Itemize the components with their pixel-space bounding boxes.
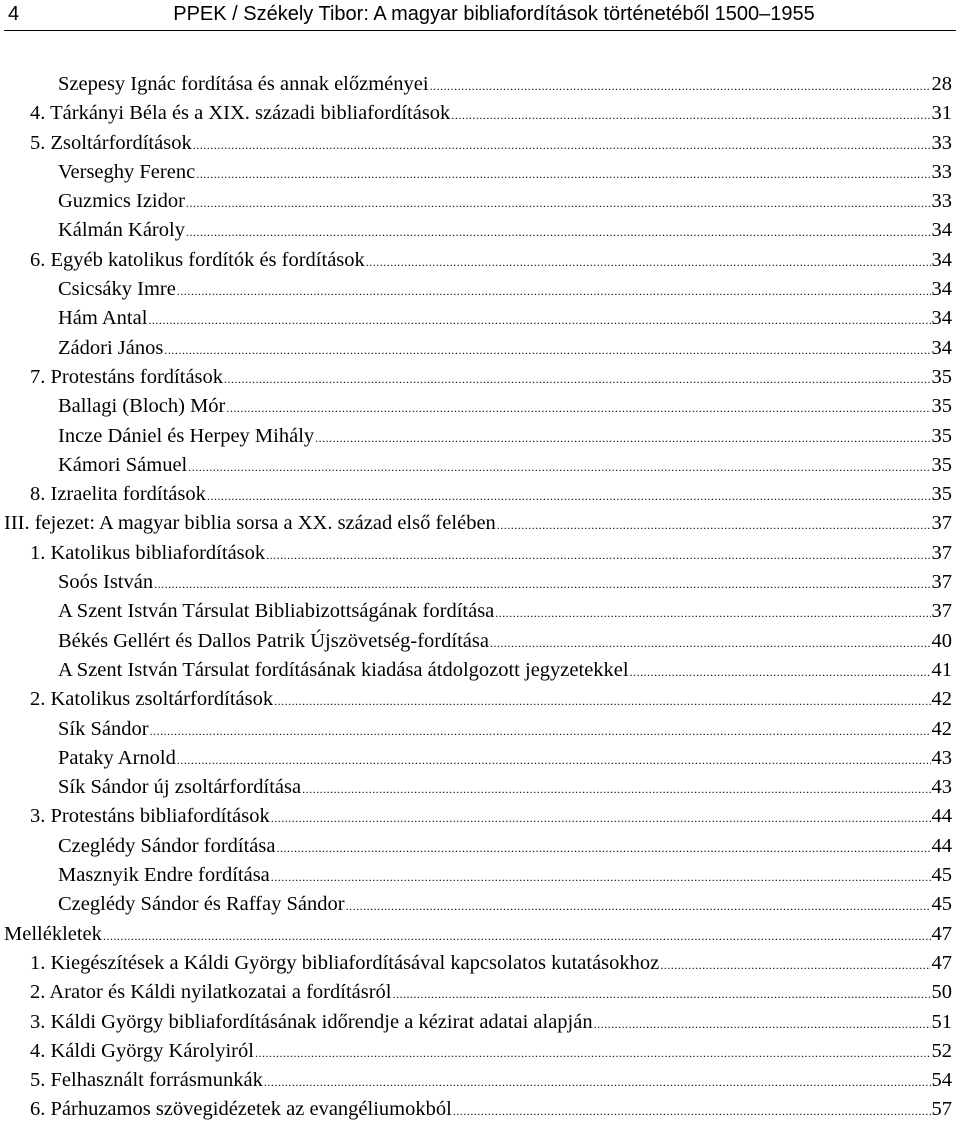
toc-entry-title: Soós István [58,571,154,594]
dot-leader [366,248,931,277]
dot-leader [490,629,931,658]
toc-entry-page: 33 [931,131,952,154]
toc-entry-title: Szepesy Ignác fordítása és annak előzményei [58,73,429,95]
dot-leader [226,394,930,423]
toc-entry-page: 33 [931,160,952,183]
toc-entry-title: 3. Káldi György bibliafordításának időrendje a kézirat adatai alapján [30,1010,593,1033]
dot-leader [148,306,930,335]
toc-entry-page: 37 [931,512,952,535]
toc-entry-page: 37 [931,541,952,564]
dot-leader [271,863,931,892]
dot-leader [193,131,931,160]
running-header [4,0,956,31]
toc-entry-title: Mellékletek [4,922,102,945]
toc-entry[interactable] [4,451,952,480]
toc-entry-page: 42 [931,688,952,711]
dot-leader [264,1068,931,1097]
dot-leader [274,687,930,716]
running-title: PPEK / Székely Tibor: A magyar bibliafordítások történetéből 1500–1955 [173,3,815,25]
toc-entry[interactable] [4,656,952,685]
dot-leader [271,804,931,833]
toc-entry-title: 6. Egyéb katolikus fordítók és fordítások [30,248,365,271]
toc-entry-page: 54 [931,1069,952,1092]
toc-entry[interactable] [4,363,952,392]
toc-entry[interactable] [4,99,952,128]
toc-entry-title: 4. Káldi György Károlyiról [30,1039,254,1062]
toc-entry-page: 28 [931,73,952,95]
toc-entry-title: Masznyik Endre fordítása [58,864,270,887]
toc-entry[interactable] [4,392,952,421]
toc-entry[interactable] [4,275,952,304]
toc-entry-title: 2. Arator és Káldi nyilatkozatai a fordításról [30,981,392,1004]
toc-entry[interactable] [4,715,952,744]
dot-leader [154,570,930,599]
toc-entry-title: Incze Dániel és Herpey Mihály [58,424,315,447]
toc-entry-page: 35 [931,365,952,388]
dot-leader [497,511,931,540]
toc-entry-title: Békés Gellért és Dallos Patrik Újszövetség-fordítása [58,629,489,652]
toc-entry-page: 45 [931,893,952,916]
toc-entry[interactable] [4,539,952,568]
dot-leader [392,980,930,1009]
toc-entry-title: 5. Zsoltárfordítások [30,131,192,154]
dot-leader [188,453,930,482]
toc-entry-title: Ballagi (Bloch) Mór [58,395,226,418]
toc-entry[interactable] [4,334,952,363]
dot-leader [302,775,930,804]
toc-entry-page: 41 [931,658,952,681]
dot-leader [103,922,931,951]
toc-entry[interactable] [4,802,952,831]
dot-leader [594,1010,931,1039]
toc-entry-title: 8. Izraelita fordítások [30,483,206,506]
toc-entry[interactable] [4,1095,952,1124]
toc-entry-title: Sík Sándor [58,717,149,740]
toc-entry-page: 34 [931,219,952,242]
dot-leader [495,599,930,628]
toc-entry-page: 40 [931,629,952,652]
toc-entry-page: 45 [931,864,952,887]
toc-entry-page: 43 [931,776,952,799]
dot-leader [255,1039,931,1068]
toc-entry[interactable] [4,509,952,538]
dot-leader [315,424,930,453]
toc-entry[interactable] [4,949,952,978]
dot-leader [660,951,930,980]
dot-leader [346,892,931,921]
toc-entry[interactable] [4,832,952,861]
toc-entry-title: III. fejezet: A magyar biblia sorsa a XX. század első felében [4,512,496,535]
toc-entry[interactable] [4,861,952,890]
toc-entry[interactable] [4,978,952,1007]
toc-entry[interactable] [4,1037,952,1066]
dot-leader [164,336,930,365]
toc-entry[interactable] [4,304,952,333]
toc-entry-title: Kálmán Károly [58,219,185,242]
toc-entry-title: 5. Felhasznált forrásmunkák [30,1069,263,1092]
toc-entry-page: 34 [931,336,952,359]
toc-entry-title: Csicsáky Imre [58,278,176,301]
dot-leader [453,1097,931,1126]
toc-entry-title: 2. Katolikus zsoltárfordítások [30,688,274,711]
toc-entry-page: 42 [931,717,952,740]
dot-leader [276,834,930,863]
toc-entry-title: A Szent István Társulat fordításának kiadása átdolgozott jegyzetekkel [58,658,629,681]
toc-entry-page: 50 [931,981,952,1004]
toc-entry-page: 34 [931,248,952,271]
toc-entry-title: 4. Tárkányi Béla és a XIX. századi bibliafordítások [30,102,451,125]
toc-entry-page: 47 [931,951,952,974]
page-number: 4 [8,3,20,25]
toc-entry-page: 34 [931,278,952,301]
dot-leader [207,482,931,511]
toc-entry[interactable] [4,129,952,158]
toc-entry-page: 44 [931,805,952,828]
toc-entry-title: Verseghy Ferenc [58,160,196,183]
toc-entry-title: Pataky Arnold [58,746,176,769]
toc-entry[interactable] [4,158,952,187]
toc-entry[interactable] [4,627,952,656]
toc-entry-title: 1. Kiegészítések a Káldi György bibliafordításával kapcsolatos kutatásokhoz [30,951,660,974]
toc-entry[interactable] [4,890,952,919]
toc-entry[interactable] [4,187,952,216]
toc-entry-page: 37 [931,571,952,594]
toc-entry-title: 1. Katolikus bibliafordítások [30,541,266,564]
toc-entry-title: Guzmics Izidor [58,190,185,213]
toc-entry-page: 47 [931,922,952,945]
toc-entry-page: 52 [931,1039,952,1062]
dot-leader [451,101,930,130]
toc-entry-title: Hám Antal [58,307,148,330]
toc-entry-page: 43 [931,746,952,769]
dot-leader [186,189,931,218]
toc-entry-title: Sík Sándor új zsoltárfordítása [58,776,302,799]
toc-entry[interactable] [4,1066,952,1095]
toc-entry[interactable] [4,70,952,99]
dot-leader [186,218,931,247]
toc-entry-page: 44 [931,834,952,857]
dot-leader [630,658,931,687]
toc-entry[interactable] [4,422,952,451]
toc-entry-title: A Szent István Társulat Bibliabizottságának fordítása [58,600,495,623]
toc-entry[interactable] [4,744,952,773]
dot-leader [224,365,930,394]
toc-entry-page: 35 [931,395,952,418]
toc-entry-title: 7. Protestáns fordítások [30,365,224,388]
toc-entry-page: 51 [931,1010,952,1033]
toc-entry-page: 35 [931,453,952,476]
toc-entry-page: 34 [931,307,952,330]
dot-leader [177,277,931,306]
toc-entry-page: 57 [931,1098,952,1121]
toc-entry[interactable] [4,597,952,626]
toc-entry[interactable] [4,773,952,802]
toc-entry-title: Kámori Sámuel [58,453,188,476]
toc-entry-page: 37 [931,600,952,623]
table-of-contents [4,70,952,1125]
toc-entry[interactable] [4,480,952,509]
toc-entry[interactable] [4,685,952,714]
toc-entry[interactable] [4,246,952,275]
toc-entry[interactable] [4,1008,952,1037]
dot-leader [430,72,931,101]
toc-entry-page: 31 [931,102,952,125]
toc-entry-title: Czeglédy Sándor fordítása [58,834,276,857]
toc-entry-title: 3. Protestáns bibliafordítások [30,805,270,828]
toc-entry[interactable] [4,920,952,949]
dot-leader [177,746,931,775]
toc-entry-page: 33 [931,190,952,213]
toc-entry-title: 6. Párhuzamos szövegidézetek az evangéliumokból [30,1098,452,1121]
toc-entry-page: 35 [931,483,952,506]
toc-entry-page: 35 [931,424,952,447]
toc-entry[interactable] [4,216,952,245]
dot-leader [196,160,930,189]
toc-entry-title: Zádori János [58,336,164,359]
dot-leader [150,717,931,746]
dot-leader [266,541,930,570]
toc-entry[interactable] [4,568,952,597]
toc-entry-title: Czeglédy Sándor és Raffay Sándor [58,893,345,916]
